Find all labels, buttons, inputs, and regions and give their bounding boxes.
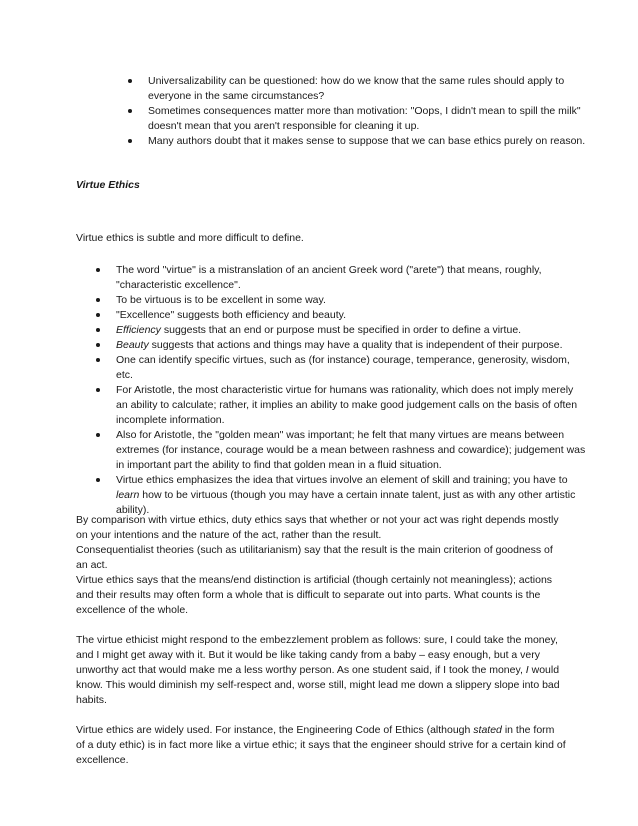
emphasis-stated: stated (473, 724, 502, 736)
list-item (116, 473, 586, 518)
paragraph-text: in the form of a duty ethic) is in fact more like a virtue ethic; it says that the engineer should strive for a certain kind of excellence. (76, 724, 566, 766)
paragraph-text: The virtue ethicist might respond to the embezzlement problem as follows: sure, I could take the money, and I might get away with it. But it would be like taking candy from a baby – easy enough, but a very unworthy act that would make me a less worthy person. As one student said, if I took the money, (76, 634, 558, 676)
list-item-text: suggests that an end or purpose must be specified in order to define a virtue. (160, 324, 522, 336)
emphasis-learn: learn (116, 489, 140, 501)
paragraph-duty-ethics: By comparison with virtue ethics, duty ethics says that whether or not your act was right depends mostly on your intentions and the nature of the act, rather than the result. (76, 514, 559, 541)
list-item: Also for Aristotle, the "golden mean" was important; he felt that many virtues are means between extremes (for instance, courage would be a mean between rashness and cowardice); judgement was in important part the ability to find that golden mean in a fluid situation. (116, 429, 586, 471)
paragraph-text: would know. This would diminish my self-respect and, worse still, might lead me down a slippery slope into bad habits. (76, 664, 560, 706)
intro-paragraph: Virtue ethics is subtle and more difficult to define. (76, 232, 304, 244)
universalizability-critique-list (148, 74, 588, 149)
emphasis-beauty: Beauty (116, 339, 149, 351)
paragraph-means-end: Virtue ethics says that the means/end distinction is artificial (though certainly not meaningless); actions and their results may often form a whole that is difficult to separate out into parts. What counts is the excellence of the whole. (76, 574, 553, 616)
list-item: Universalizability can be questioned: how do we know that the same rules should apply to everyone in the same circumstances? (148, 74, 588, 104)
virtue-ethics-list (116, 263, 586, 518)
list-item: The word "virtue" is a mistranslation of an ancient Greek word ("arete") that means, roughly, "characteristic excellence". (116, 263, 586, 293)
list-item: One can identify specific virtues, such as (for instance) courage, temperance, generosity, wisdom, etc. (116, 353, 586, 383)
paragraph-embezzlement (76, 633, 566, 708)
list-item (116, 323, 586, 338)
list-item-text: suggests that actions and things may have a quality that is independent of their purpose. (148, 339, 563, 351)
list-item (116, 338, 586, 353)
emphasis-i: I (525, 664, 529, 676)
paragraph-engineering-code (76, 723, 566, 768)
list-item: For Aristotle, the most characteristic virtue for humans was rationality, which does not imply merely an ability to calculate; rather, it implies an ability to make good judgement calls on the basis of often incomplete information. (116, 383, 586, 428)
list-item: To be virtuous is to be excellent in some way. (116, 293, 586, 308)
list-item: Sometimes consequences matter more than motivation: "Oops, I didn't mean to spill the milk" doesn't mean that you aren't responsible for cleaning it up. (148, 104, 588, 134)
list-item-text: how to be virtuous (though you may have a certain innate talent, just as with any other artistic ability). (116, 489, 576, 516)
body-text (76, 513, 566, 783)
emphasis-efficiency: Efficiency (116, 324, 161, 336)
paragraph-text: Virtue ethics are widely used. For instance, the Engineering Code of Ethics (although (76, 724, 474, 736)
list-item-text: Virtue ethics emphasizes the idea that virtues involve an element of skill and training; you have to (116, 474, 568, 486)
list-item: "Excellence" suggests both efficiency and beauty. (116, 308, 586, 323)
list-item: Many authors doubt that it makes sense to suppose that we can base ethics purely on reason. (148, 134, 588, 149)
paragraph-consequentialism: Consequentialist theories (such as utilitarianism) say that the result is the main criterion of goodness of an act. (76, 544, 553, 571)
section-heading: Virtue Ethics (76, 179, 140, 191)
